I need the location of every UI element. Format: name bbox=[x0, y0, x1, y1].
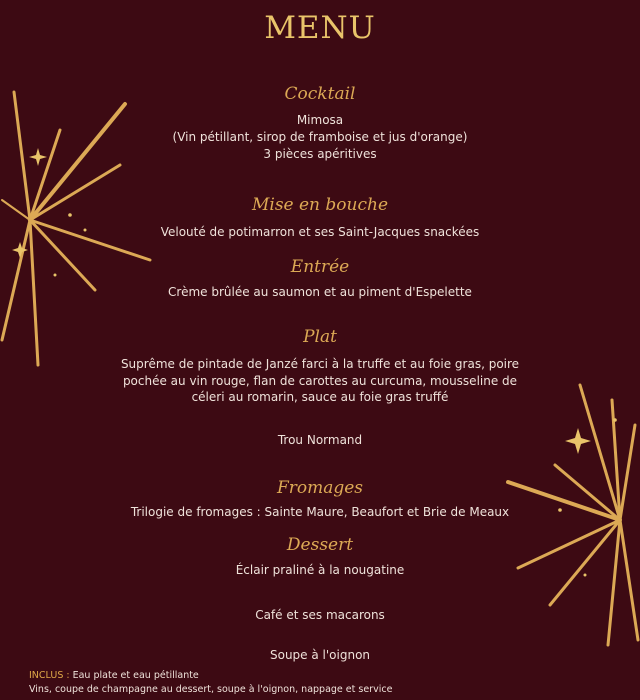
footer-notes bbox=[29, 669, 392, 697]
trou-normand: Trou Normand bbox=[277, 433, 363, 447]
plat-line-1: Suprême de pintade de Janzé farci à la truffe et au foie gras, poire bbox=[120, 357, 520, 371]
cocktail-line-3: 3 pièces apéritives bbox=[263, 147, 377, 161]
section-heading-plat: Plat bbox=[303, 327, 337, 347]
section-heading-cocktail: Cocktail bbox=[284, 84, 356, 104]
footer-inclus-line bbox=[29, 669, 392, 683]
cocktail-line-1: Mimosa bbox=[296, 113, 344, 127]
footer-line-2: Vins, coupe de champagne au dessert, soupe à l'oignon, nappage et service bbox=[29, 684, 393, 695]
menu-title: MENU bbox=[264, 10, 376, 46]
section-heading-fromages: Fromages bbox=[276, 478, 364, 498]
cafe-macarons: Café et ses macarons bbox=[255, 608, 385, 622]
mise-en-bouche-line-1: Velouté de potimarron et ses Saint-Jacques snackées bbox=[160, 225, 480, 239]
section-heading-mise-en-bouche: Mise en bouche bbox=[251, 195, 389, 215]
soupe-oignon: Soupe à l'oignon bbox=[269, 648, 371, 662]
section-heading-dessert: Dessert bbox=[286, 535, 354, 555]
plat-line-3: céleri au romarin, sauce au foie gras truffé bbox=[191, 390, 449, 404]
plat-line-2: pochée au vin rouge, flan de carottes au curcuma, mousseline de bbox=[122, 374, 518, 388]
dessert-line-1: Éclair praliné à la nougatine bbox=[235, 563, 405, 577]
fromages-line-1: Trilogie de fromages : Sainte Maure, Beaufort et Brie de Meaux bbox=[130, 505, 510, 519]
section-heading-entree: Entrée bbox=[290, 257, 350, 277]
cocktail-line-2: (Vin pétillant, sirop de framboise et jus d'orange) bbox=[172, 130, 468, 144]
entree-line-1: Crème brûlée au saumon et au piment d'Espelette bbox=[168, 285, 472, 299]
inclus-label: INCLUS : bbox=[29, 670, 70, 681]
inclus-text: Eau plate et eau pétillante bbox=[72, 670, 199, 681]
